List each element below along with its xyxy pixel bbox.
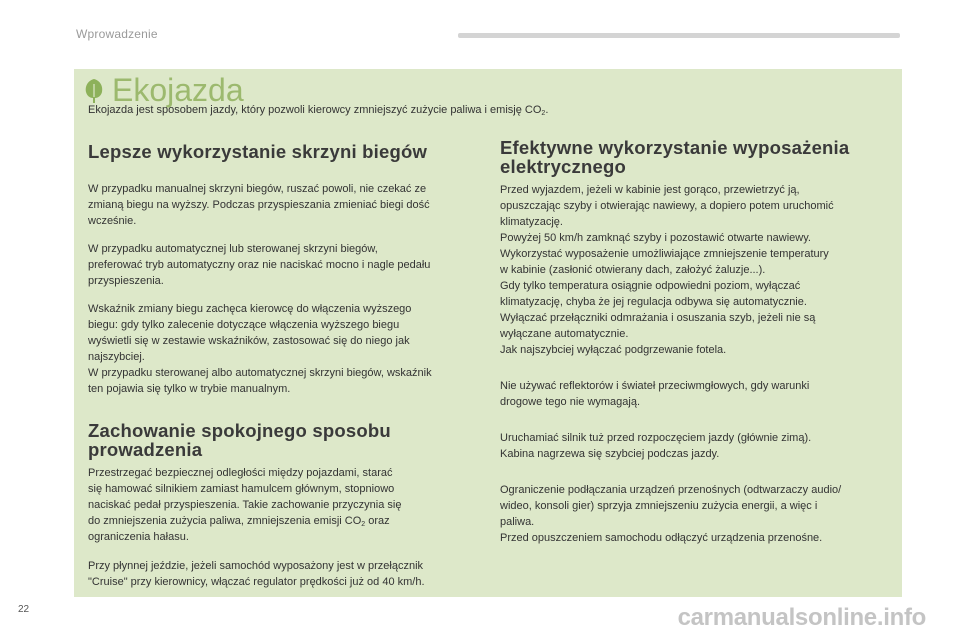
leaf-icon	[84, 78, 104, 104]
section-title-electrical: Efektywne wykorzystanie wyposażenia elektrycznego	[500, 137, 850, 177]
paragraph: Przed wyjazdem, jeżeli w kabinie jest gorąco, przewietrzyć ją, opuszczając szyby i otwierając nawiewy, a dopiero potem uruchomić klimatyzację. Powyżej 50 km/h zamknąć szyby i pozostawić otwarte nawiewy. Wykorzystać wyposażenie umożliwiające zmniejszenie temperatury w kabinie (zasłonić otwierany dach, założyć żaluzje...). Gdy tylko temperatura osiągnie odpowiedni poziom, wyłączać klimatyzację, chyba że jej regulacja odbywa się automatycznie. Wyłączać przełączniki odmrażania i osuszania szyb, jeżeli nie są wyłączane automatycznie. Jak najszybciej wyłączać podgrzewanie fotela.	[500, 184, 834, 356]
header-divider	[458, 33, 900, 38]
brand-title: Ekojazda	[112, 72, 244, 108]
page-number: 22	[18, 604, 30, 615]
paragraph: W przypadku automatycznej lub sterowanej skrzyni biegów, preferować tryb automatyczny oraz nie naciskać mocno i nagle pedału przyspieszenia.	[88, 243, 431, 287]
paragraph: Przy płynnej jeździe, jeżeli samochód wyposażony jest w przełącznik "Cruise" przy kierownicy, włączać regulator prędkości już od 40 km/h.	[88, 560, 425, 588]
intro-text: Ekojazda jest sposobem jazdy, który pozwoli kierowcy zmniejszyć zużycie paliwa i emisję $CO_2$.	[88, 104, 549, 117]
right-column	[500, 138, 898, 546]
paragraph: Wskaźnik zmiany biegu zachęca kierowcę do włączenia wyższego biegu: gdy tylko zalecenie dotyczące włączenia wyższego biegu wyświetli się w zestawie wskaźników, zastosować się do niego jak najszybciej. W przypadku sterowanej albo automatycznej skrzyni biegów, wskaźnik ten pojawia się tylko w trybie manualnym.	[88, 303, 432, 395]
paragraph: Nie używać reflektorów i świateł przeciwmgłowych, gdy warunki drogowe tego nie wymagają.	[500, 380, 810, 408]
paragraph: Ograniczenie podłączania urządzeń przenośnych (odtwarzaczy audio/ wideo, konsoli gier) sprzyja zmniejszeniu zużycia energii, a więc i paliwa. Przed opuszczeniem samochodu odłączyć urządzenia przenośne.	[500, 484, 842, 544]
section-title-gearbox: Lepsze wykorzystanie skrzyni biegów	[88, 141, 428, 162]
section-header: Wprowadzenie	[76, 27, 158, 41]
left-column	[88, 138, 468, 590]
paragraph: Uruchamiać silnik tuż przed rozpoczęciem jazdy (głównie zimą). Kabina nagrzewa się szybciej podczas jazdy.	[500, 432, 812, 460]
paragraph: W przypadku manualnej skrzyni biegów, ruszać powoli, nie czekać ze zmianą biegu na wyższy. Podczas przyspieszania zmieniać biegi dość wcześnie.	[88, 183, 430, 227]
section-title-calm-driving: Zachowanie spokojnego sposobu prowadzenia	[88, 420, 391, 460]
paragraph: Przestrzegać bezpiecznej odległości między pojazdami, starać się hamować silnikiem zamiast hamulcem głównym, stopniowo naciskać pedał przyspieszenia. Takie zachowanie przyczynia się do zmniejszenia zużycia paliwa, zmniejszenia emisji $CO_2$ oraz ograniczenia hałasu.	[88, 467, 402, 543]
watermark: carmanualsonline.info	[677, 604, 926, 631]
